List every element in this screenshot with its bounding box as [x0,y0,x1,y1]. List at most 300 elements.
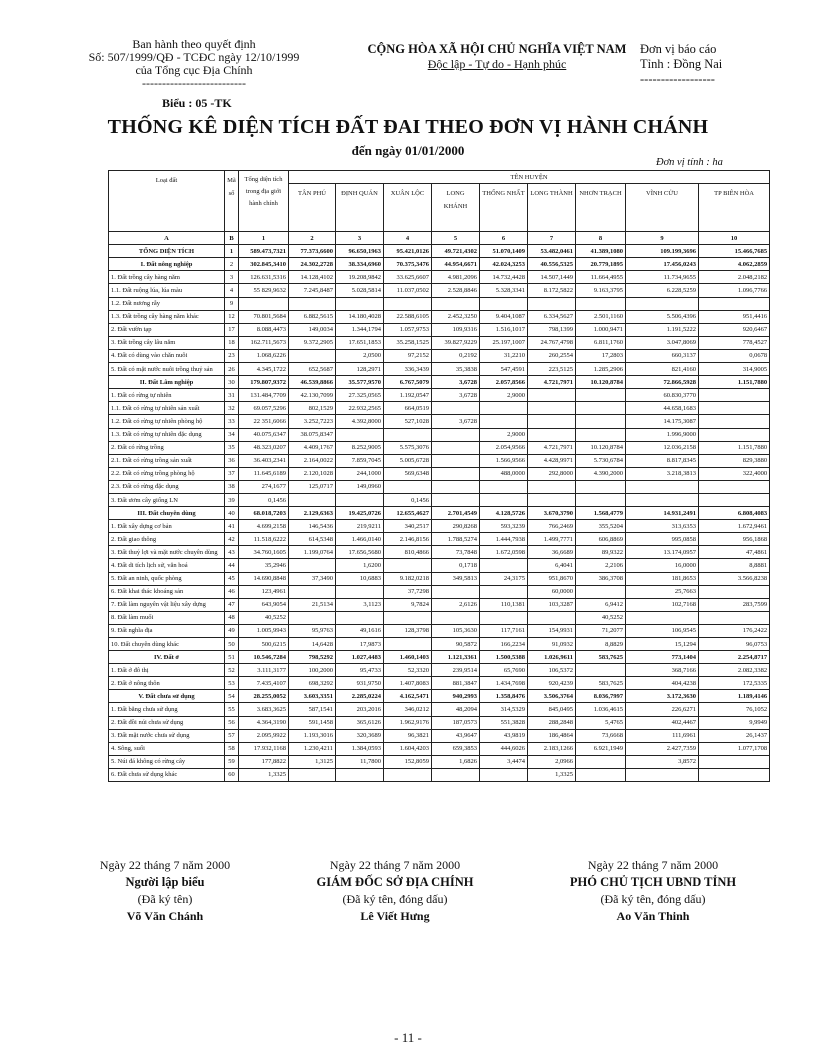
code-cell: 54 [225,690,239,703]
district-area-cell [576,297,626,310]
district-area-cell: 2.164,0022 [289,454,336,467]
district-area-cell: 1.672,9461 [699,520,770,533]
district-area-cell: 166,2234 [480,638,528,651]
district-area-cell: 35.258,1525 [384,336,432,349]
total-area-cell: 68.018,7203 [239,507,289,520]
table-row [109,520,770,533]
district-area-cell: 47,4861 [699,546,770,559]
land-type-cell: 3. Đất ươm cây giống LN [109,493,225,506]
code-cell: 12 [225,310,239,323]
district-area-cell: 42.130,7099 [289,389,336,402]
district-area-cell [699,493,770,506]
district-area-cell: 2.701,4549 [432,507,480,520]
land-type-cell: 1.3. Đất trồng cây hàng năm khác [109,310,225,323]
district-area-cell: 386,3708 [576,572,626,585]
signature-date: Ngày 22 tháng 7 năm 2000 [587,858,719,872]
district-area-cell: 10.120,8784 [576,376,626,389]
district-area-cell [432,402,480,415]
district-area-cell [289,768,336,781]
district-area-cell [699,428,770,441]
district-area-cell [289,493,336,506]
land-type-cell: 2. Đất giao thông [109,533,225,546]
index-cell: 3 [336,232,384,245]
district-area-cell: 1.466,0140 [336,533,384,546]
district-area-cell: 70.375,3476 [384,258,432,271]
district-area-cell [626,297,699,310]
code-cell: 9 [225,297,239,310]
district-area-cell: 20.779,1895 [576,258,626,271]
signature-role: GIÁM ĐỐC SỞ ĐỊA CHÍNH [316,875,474,889]
district-area-cell: 288,2848 [528,716,576,729]
district-area-cell: 2.501,1160 [576,310,626,323]
district-area-cell: 6.882,5615 [289,310,336,323]
table-row [109,703,770,716]
district-area-cell [576,415,626,428]
district-area-cell: 5.506,4396 [626,310,699,323]
district-area-cell: 402,4467 [626,716,699,729]
district-area-cell: 95,4733 [336,664,384,677]
district-area-cell: 3.172,3630 [626,690,699,703]
district-area-cell: 3.506,3764 [528,690,576,703]
page-title: THỐNG KÊ DIỆN TÍCH ĐẤT ĐAI THEO ĐƠN VỊ HÀNH CHÁNH [107,116,709,138]
land-type-cell: 1. Đất bằng chưa sử dụng [109,703,225,716]
signature-preparer [90,857,240,925]
district-area-cell: 4.062,2859 [699,258,770,271]
district-area-cell [480,611,528,624]
district-area-cell: 881,3847 [432,677,480,690]
district-area-cell: 97,2152 [384,349,432,362]
district-area-cell: 12.036,2158 [626,441,699,454]
land-type-cell: III. Đất chuyên dùng [109,507,225,520]
table-row [109,572,770,585]
district-area-cell [432,611,480,624]
district-area-cell: 2.452,3250 [432,310,480,323]
land-type-cell: 1. Đất xây dựng cơ bản [109,520,225,533]
district-area-cell [432,297,480,310]
district-area-cell [480,402,528,415]
district-area-cell [528,611,576,624]
district-area-cell: 8,8829 [576,638,626,651]
district-area-cell [699,768,770,781]
district-area-cell: 128,2971 [336,363,384,376]
district-area-cell: 17.456,0243 [626,258,699,271]
total-area-cell: 69.057,5296 [239,402,289,415]
district-area-cell [480,559,528,572]
district-area-cell: 2.129,6363 [289,507,336,520]
district-area-cell: 368,7166 [626,664,699,677]
district-area-cell: 1.199,0764 [289,546,336,559]
land-type-cell: 2.3. Đất có rừng đặc dụng [109,480,225,493]
district-area-cell: 659,3853 [432,742,480,755]
land-type-cell: 2. Đất có rừng trồng [109,441,225,454]
total-area-cell: 1.068,6226 [239,349,289,362]
district-area-cell: 106,5372 [528,664,576,677]
total-area-cell: 1,3325 [239,768,289,781]
col-header-district: XUÂN LỘC [384,184,432,232]
district-area-cell: 821,4160 [626,363,699,376]
reporting-unit-divider: ------------------ [640,72,715,86]
unit-label: Đơn vị tính : ha [656,157,723,168]
district-area-cell: 1.604,4203 [384,742,432,755]
district-area-cell: 100,2000 [289,664,336,677]
district-area-cell: 11.734,9655 [626,271,699,284]
district-area-cell [699,611,770,624]
code-cell: 59 [225,755,239,768]
district-area-cell [576,664,626,677]
issuing-decision-block [74,38,314,90]
national-motto: Độc lập - Tự do - Hạnh phúc [427,57,567,71]
total-area-cell: 4.364,3190 [239,716,289,729]
district-area-cell: 593,3239 [480,520,528,533]
district-area-cell: 1.568,4779 [576,507,626,520]
district-area-cell: 488,0000 [480,467,528,480]
district-area-cell: 14.931,2491 [626,507,699,520]
signature-note: (Đã ký tên, đóng dấu) [600,892,706,906]
district-area-cell: 146,5436 [289,520,336,533]
table-row [109,598,770,611]
land-type-cell: 3. Đất mặt nước chưa sử dụng [109,729,225,742]
district-area-cell [432,454,480,467]
table-index-row [109,232,770,245]
district-area-cell: 89,9322 [576,546,626,559]
district-area-cell: 931,9750 [336,677,384,690]
table-row [109,376,770,389]
district-area-cell: 19.208,9842 [336,271,384,284]
code-cell: 4 [225,284,239,297]
district-area-cell: 1.151,7880 [699,441,770,454]
district-area-cell: 2,9000 [480,389,528,402]
code-cell: 51 [225,651,239,664]
district-area-cell: 1,3325 [528,768,576,781]
total-area-cell: 40.075,6347 [239,428,289,441]
district-area-cell [576,402,626,415]
district-area-cell: 9.372,2905 [289,336,336,349]
district-area-cell [576,428,626,441]
district-area-cell: 4.981,2096 [432,271,480,284]
district-area-cell [384,559,432,572]
index-cell: 4 [384,232,432,245]
land-type-cell: 4. Đất di tích lịch sử, văn hoá [109,559,225,572]
district-area-cell: 773,1404 [626,651,699,664]
code-cell: 17 [225,323,239,336]
district-area-cell: 35,3838 [432,363,480,376]
code-cell: 34 [225,428,239,441]
district-area-cell: 17.656,5680 [336,546,384,559]
district-area-cell: 24.302,2728 [289,258,336,271]
district-area-cell: 336,3439 [384,363,432,376]
code-cell: 57 [225,729,239,742]
col-header-loai-dat: Loại đất [109,171,225,232]
land-type-cell: 9. Đất nghĩa địa [109,624,225,637]
district-area-cell [289,559,336,572]
total-area-cell: 55 829,9632 [239,284,289,297]
district-area-cell [384,297,432,310]
district-area-cell [699,402,770,415]
district-area-cell: 995,0858 [626,533,699,546]
land-type-cell: 4. Sông, suối [109,742,225,755]
district-area-cell: 3.670,3790 [528,507,576,520]
total-area-cell: 14.690,8848 [239,572,289,585]
district-area-cell: 25,7663 [626,585,699,598]
district-area-cell: 1.151,7880 [699,376,770,389]
district-area-cell: 587,1541 [289,703,336,716]
code-cell: 53 [225,677,239,690]
signature-note: (Đã ký tên) [137,892,193,906]
district-area-cell: 102,7168 [626,598,699,611]
signature-role: PHÓ CHỦ TỊCH UBND TỈNH [569,875,737,889]
land-type-cell: 10. Đất chuyên dùng khác [109,638,225,651]
land-type-cell: 2.1. Đất có rừng trồng sản xuất [109,454,225,467]
district-area-cell [576,768,626,781]
land-type-cell: TỔNG DIỆN TÍCH [109,245,225,258]
district-area-cell: 698,3292 [289,677,336,690]
district-area-cell: 1.962,9176 [384,716,432,729]
code-cell: 35 [225,441,239,454]
district-area-cell: 614,5348 [289,533,336,546]
col-header-district: NHƠN TRẠCH [576,184,626,232]
district-area-cell: 6.228,5259 [626,284,699,297]
district-area-cell: 606,8869 [576,533,626,546]
district-area-cell: 49,1616 [336,624,384,637]
district-area-cell: 4.162,5471 [384,690,432,703]
district-area-cell: 1.384,0593 [336,742,384,755]
col-header-ma-so: Mã số [225,171,239,232]
table-row [109,559,770,572]
district-area-cell: 1.191,5222 [626,323,699,336]
district-area-cell: 19.425,0726 [336,507,384,520]
land-type-cell: II. Đất Lâm nghiệp [109,376,225,389]
district-area-cell: 0,1718 [432,559,480,572]
district-area-cell: 103,3287 [528,598,576,611]
district-area-cell: 8,8881 [699,559,770,572]
district-area-cell: 0,0678 [699,349,770,362]
district-area-cell: 940,2993 [432,690,480,703]
district-area-cell: 95,9763 [289,624,336,637]
district-area-cell [432,441,480,454]
district-area-cell: 652,5687 [289,363,336,376]
district-area-cell [336,428,384,441]
district-area-cell: 26,1437 [699,729,770,742]
table-row [109,533,770,546]
district-area-cell: 11.037,0502 [384,284,432,297]
table-row [109,323,770,336]
land-type-cell: 8. Đất làm muối [109,611,225,624]
district-area-cell: 42.024,3253 [480,258,528,271]
district-area-cell: 798,5292 [289,651,336,664]
district-area-cell: 5.730,6784 [576,454,626,467]
signature-name: Lê Viết Hưng [360,909,430,923]
district-area-cell: 2,0966 [528,755,576,768]
district-area-cell: 2.120,1028 [289,467,336,480]
total-area-cell: 1.005,9943 [239,624,289,637]
district-area-cell [626,768,699,781]
district-area-cell [289,585,336,598]
district-area-cell: 76,1052 [699,703,770,716]
district-area-cell [576,480,626,493]
district-area-cell [289,349,336,362]
district-area-cell: 149,0960 [336,480,384,493]
district-area-cell: 96,0753 [699,638,770,651]
code-cell: 48 [225,611,239,624]
table-row [109,585,770,598]
district-area-cell: 22.932,2565 [336,402,384,415]
district-area-cell [480,480,528,493]
code-cell: 56 [225,716,239,729]
code-cell: 38 [225,480,239,493]
district-area-cell: 2,9000 [480,428,528,441]
district-area-cell: 77.373,6600 [289,245,336,258]
district-area-cell: 219,9211 [336,520,384,533]
national-name: CỘNG HÒA XÃ HỘI CHỦ NGHĨA VIỆT NAM [367,42,627,56]
district-area-cell [480,493,528,506]
district-area-cell: 8.817,8345 [626,454,699,467]
district-area-cell: 4.721,7971 [528,376,576,389]
district-area-cell: 46.539,8866 [289,376,336,389]
district-area-cell: 4.721,7971 [528,441,576,454]
district-area-cell: 1.500,5388 [480,651,528,664]
total-area-cell: 22 351,6066 [239,415,289,428]
district-area-cell: 569,6348 [384,467,432,480]
district-area-cell: 2.427,7359 [626,742,699,755]
total-area-cell: 179.807,9372 [239,376,289,389]
district-area-cell: 24,3175 [480,572,528,585]
reporting-unit-label: Đơn vị báo cáo [640,42,717,56]
district-area-cell: 111,6961 [626,729,699,742]
district-area-cell: 3,6728 [432,389,480,402]
district-area-cell: 1.193,3016 [289,729,336,742]
district-area-cell [528,428,576,441]
table-row [109,611,770,624]
table-row [109,664,770,677]
district-area-cell: 71,2077 [576,624,626,637]
reporting-unit-block [640,42,770,87]
code-cell: 55 [225,703,239,716]
district-area-cell: 40.556,5325 [528,258,576,271]
district-area-cell: 591,1458 [289,716,336,729]
district-area-cell: 1,6200 [336,559,384,572]
index-cell: 8 [576,232,626,245]
table-row [109,755,770,768]
district-area-cell: 2,0500 [336,349,384,362]
signature-vice-chairman [538,857,768,925]
district-area-cell: 404,4238 [626,677,699,690]
district-area-cell: 292,8000 [528,467,576,480]
col-header-group: TÊN HUYỆN [289,171,770,184]
land-type-cell: 2. Đất vườn tạp [109,323,225,336]
district-area-cell [699,755,770,768]
district-area-cell: 1.566,9566 [480,454,528,467]
district-area-cell: 320,3689 [336,729,384,742]
land-type-cell: 7. Đất làm nguyên vật liệu xây dựng [109,598,225,611]
land-type-cell: IV. Đất ở [109,651,225,664]
col-header-district: TÂN PHÚ [289,184,336,232]
table-row [109,389,770,402]
district-area-cell: 283,7599 [699,598,770,611]
signature-director [280,857,510,925]
district-area-cell: 1.026,9611 [528,651,576,664]
district-area-cell [432,493,480,506]
district-area-cell: 6.921,1949 [576,742,626,755]
district-area-cell: 128,3798 [384,624,432,637]
district-area-cell: 95.421,0126 [384,245,432,258]
table-row [109,729,770,742]
district-area-cell: 96,3821 [384,729,432,742]
district-area-cell: 1.057,9753 [384,323,432,336]
table-row [109,507,770,520]
district-area-cell: 6.767,5079 [384,376,432,389]
district-area-cell: 1.000,9471 [576,323,626,336]
table-row [109,768,770,781]
district-area-cell: 14.128,4102 [289,271,336,284]
district-area-cell: 7.245,8487 [289,284,336,297]
district-area-cell: 43,9819 [480,729,528,742]
district-area-cell: 9.182,0218 [384,572,432,585]
total-area-cell: 35,2946 [239,559,289,572]
land-type-cell: 5. Đất có mặt nước nuôi trồng thuỷ sản [109,363,225,376]
signature-note: (Đã ký tên, đóng dấu) [342,892,448,906]
code-cell: 41 [225,520,239,533]
land-type-cell: 1.1. Đất ruộng lúa, lúa màu [109,284,225,297]
district-area-cell: 3,4474 [480,755,528,768]
national-header [352,42,642,72]
district-area-cell: 154,9931 [528,624,576,637]
code-cell: 26 [225,363,239,376]
district-area-cell: 244,1000 [336,467,384,480]
total-area-cell: 2.095,9922 [239,729,289,742]
signature-name: Ao Văn Thinh [616,909,690,923]
district-area-cell: 110,1381 [480,598,528,611]
table-row [109,690,770,703]
district-area-cell: 9.404,1087 [480,310,528,323]
district-area-cell [699,480,770,493]
total-area-cell: 48.323,0207 [239,441,289,454]
district-area-cell: 1.077,1708 [699,742,770,755]
land-type-cell: 5. Núi đá không có rừng cây [109,755,225,768]
district-area-cell: 149,0034 [289,323,336,336]
district-area-cell: 37,7298 [384,585,432,598]
district-area-cell: 444,6026 [480,742,528,755]
total-area-cell: 500,6215 [239,638,289,651]
district-area-cell: 2.183,1266 [528,742,576,755]
district-area-cell: 21,5134 [289,598,336,611]
district-area-cell [576,389,626,402]
district-area-cell: 1.036,4615 [576,703,626,716]
code-cell: 49 [225,624,239,637]
signature-role: Người lập biểu [125,875,205,889]
total-area-cell: 302.845,3410 [239,258,289,271]
district-area-cell: 35.577,9570 [336,376,384,389]
district-area-cell: 187,0573 [432,716,480,729]
code-cell: 42 [225,533,239,546]
total-area-cell: 11.645,6189 [239,467,289,480]
index-cell: 10 [699,232,770,245]
district-area-cell: 1,3125 [289,755,336,768]
district-area-cell: 951,4416 [699,310,770,323]
total-area-cell: 131.484,7709 [239,389,289,402]
index-cell: 7 [528,232,576,245]
district-area-cell: 664,0519 [384,402,432,415]
district-area-cell: 49.721,4302 [432,245,480,258]
district-area-cell: 951,8670 [528,572,576,585]
table-row [109,363,770,376]
district-area-cell: 5.575,3076 [384,441,432,454]
district-area-cell [384,768,432,781]
district-area-cell: 109.199,3696 [626,245,699,258]
col-header-district: ĐỊNH QUÁN [336,184,384,232]
district-area-cell: 1.788,5274 [432,533,480,546]
code-cell: 37 [225,467,239,480]
code-cell: 3 [225,271,239,284]
